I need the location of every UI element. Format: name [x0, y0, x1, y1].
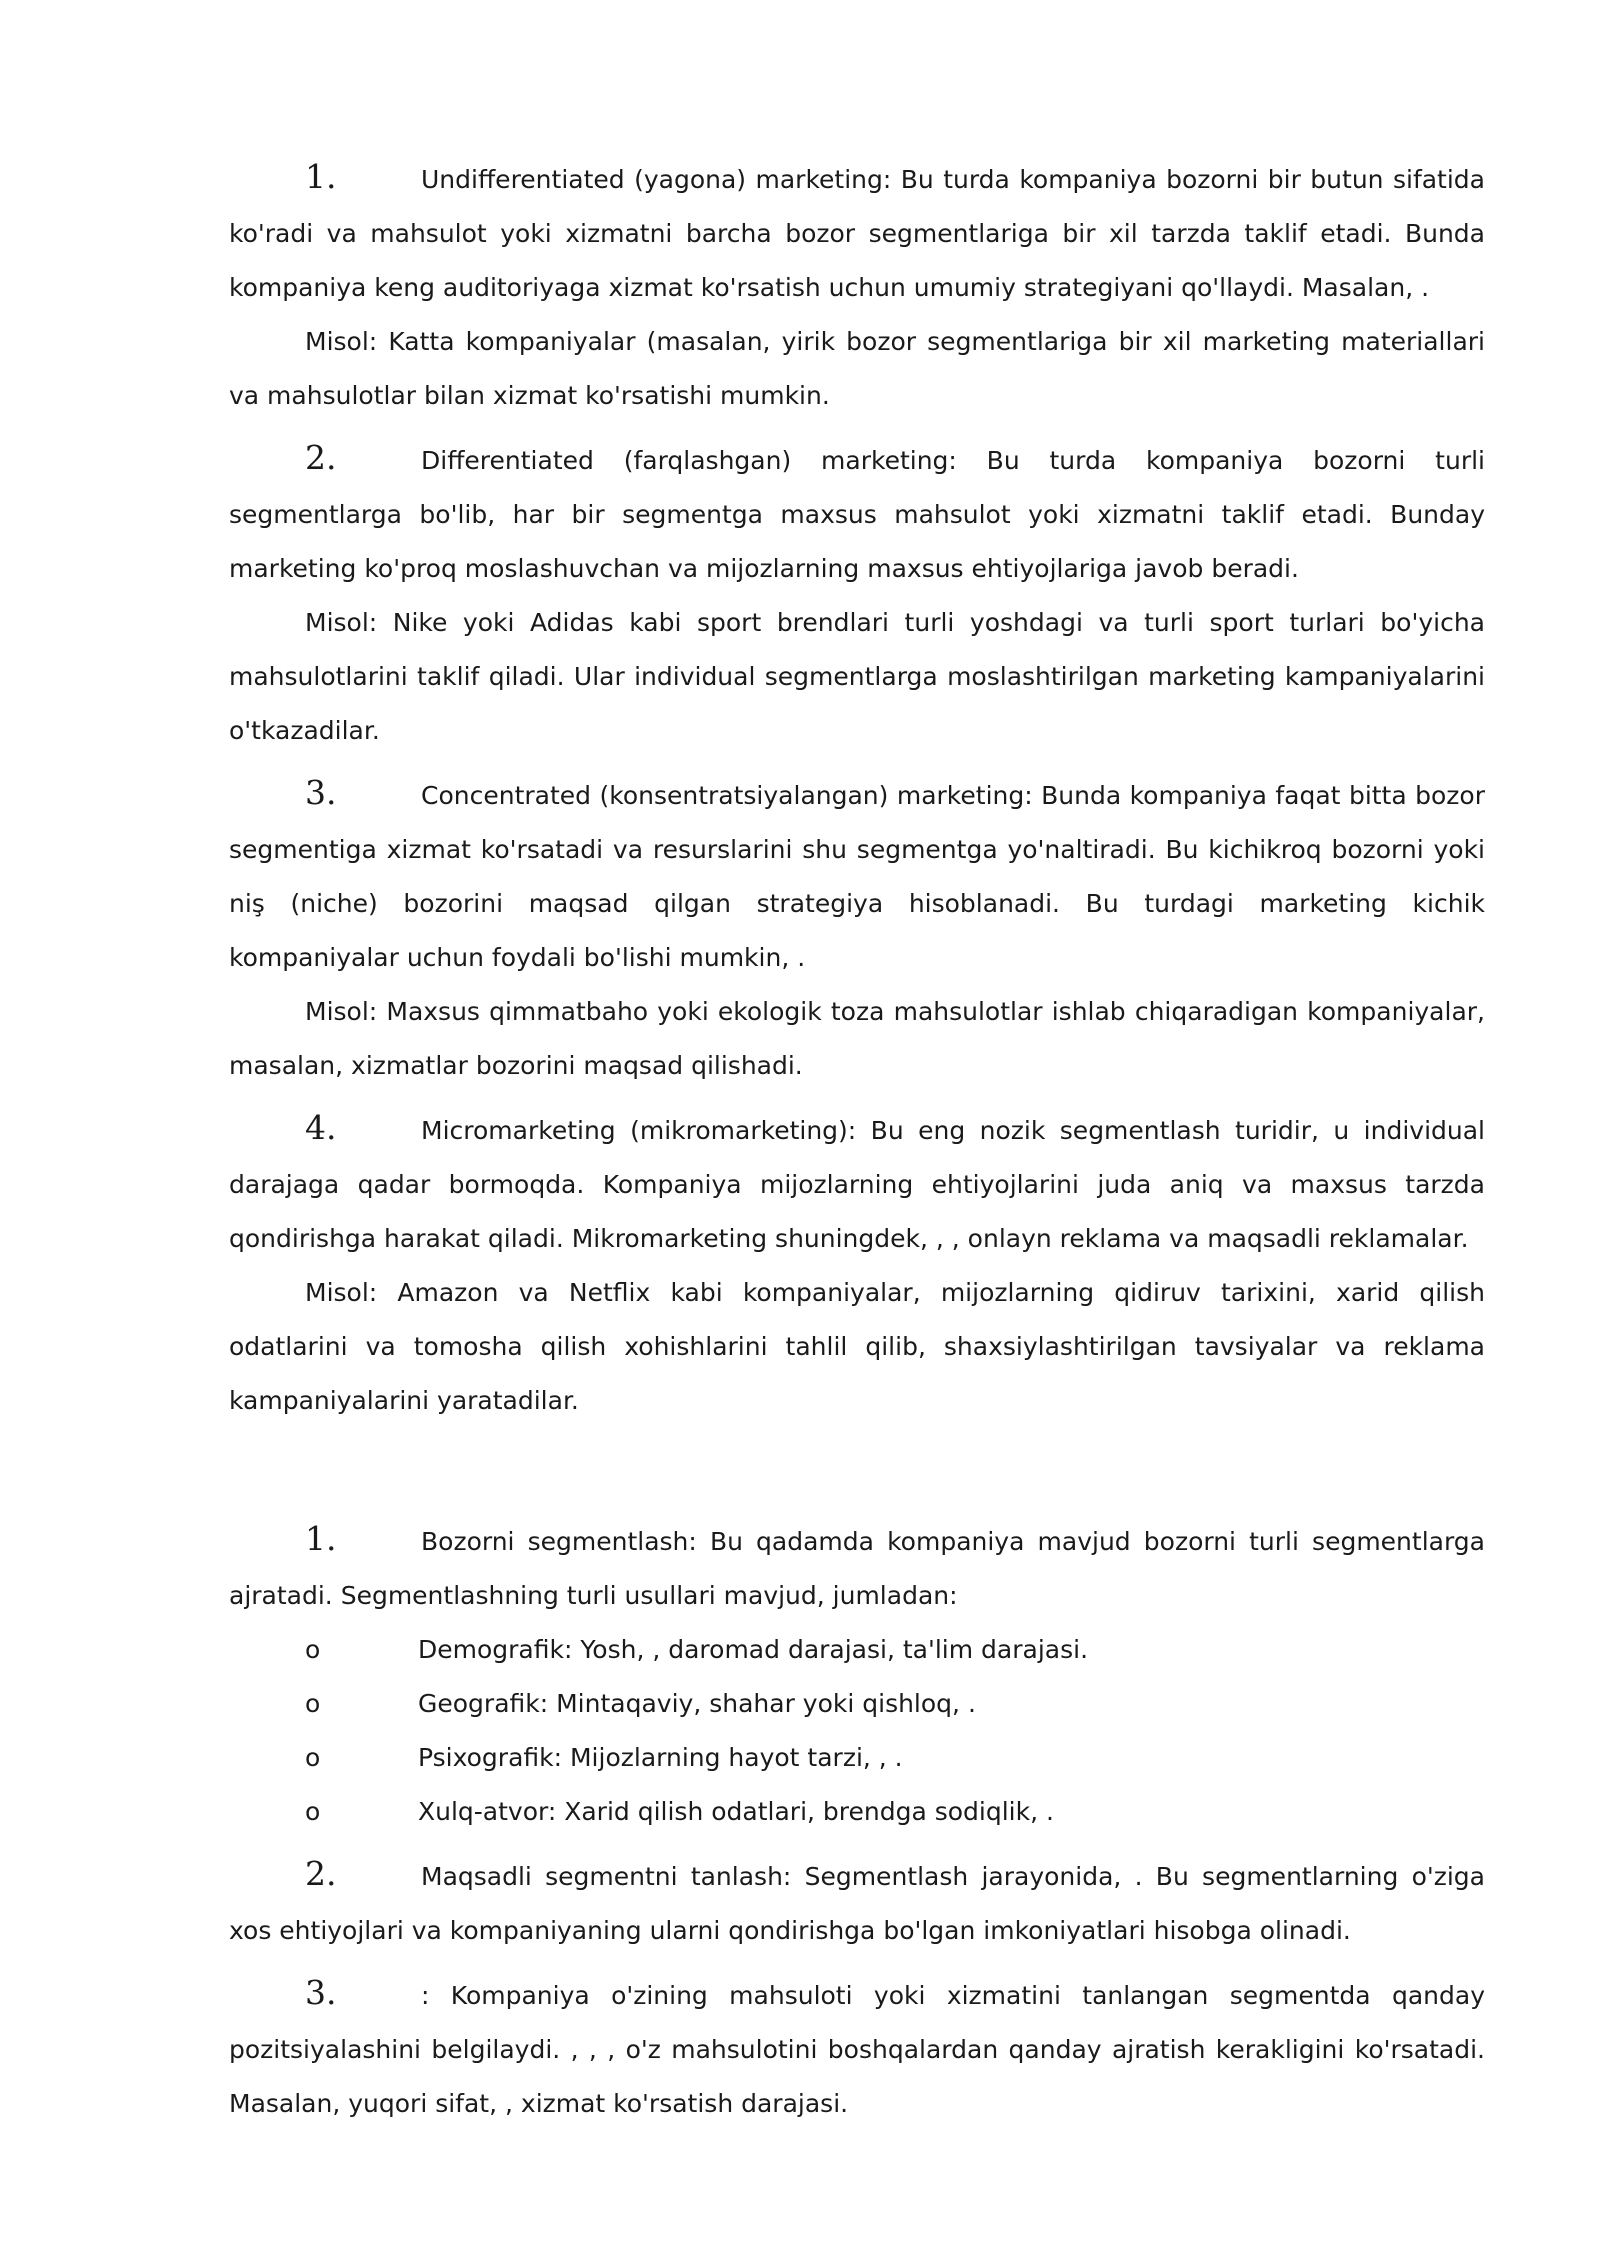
list-item [229, 1512, 1485, 1623]
document-page [229, 150, 1485, 2131]
bullet-marker: o [305, 1797, 321, 1826]
item-number: 3. [305, 1973, 337, 2012]
item-number: 2. [305, 438, 337, 477]
bullet-text: Xulq-atvor: Xarid qilish odatlari, brendga sodiqlik, . [418, 1797, 1054, 1826]
item-number: 1. [305, 1519, 337, 1558]
bullet-text: Geografik: Mintaqaviy, shahar yoki qishloq, . [418, 1689, 976, 1718]
bullet-text: Demografik: Yosh, , daromad darajasi, ta'lim darajasi. [418, 1635, 1089, 1664]
list-item [229, 1101, 1485, 1266]
example-paragraph: Misol: Katta kompaniyalar (masalan, yirik bozor segmentlariga bir xil marketing materiallari va mahsulotlar bilan xizmat ko'rsatishi mumkin. [229, 327, 1485, 410]
bullet-item [229, 1623, 1485, 1677]
item-number: 1. [305, 157, 337, 196]
bullet-marker: o [305, 1689, 321, 1718]
item-text: Bozorni segmentlash: Bu qadamda kompaniya mavjud bozorni turli segmentlarga ajratadi. Segmentlashning turli usullari mavjud, jumladan: [229, 1527, 1485, 1610]
item-text: Differentiated (farqlashgan) marketing: Bu turda kompaniya bozorni turli segmentlarga bo'lib, har bir segmentga maxsus mahsulot yoki xizmatni taklif etadi. Bunday marketing ko'proq moslashuvchan va mijozlarning maxsus ehtiyojlariga javob beradi. [229, 446, 1485, 583]
item-number: 2. [305, 1854, 337, 1893]
bullet-marker: o [305, 1635, 321, 1664]
bullet-text: Psixografik: Mijozlarning hayot tarzi, , . [418, 1743, 903, 1772]
item-text: Maqsadli segmentni tanlash: Segmentlash jarayonida, . Bu segmentlarning o'ziga xos ehtiyojlari va kompaniyaning ularni qondirishga bo'lgan imkoniyatlari hisobga olinadi. [229, 1862, 1485, 1945]
list-item [229, 1966, 1485, 2131]
bullet-marker: o [305, 1743, 321, 1772]
example-paragraph: Misol: Maxsus qimmatbaho yoki ekologik toza mahsulotlar ishlab chiqaradigan kompaniyalar, masalan, xizmatlar bozorini maqsad qilishadi. [229, 997, 1485, 1080]
list-item [229, 431, 1485, 596]
bullet-item [229, 1677, 1485, 1731]
item-text: : Kompaniya o'zining mahsuloti yoki xizmatini tanlangan segmentda qanday pozitsiyalashini belgilaydi. , , , o'z mahsulotini boshqalardan qanday ajratish kerakligini ko'rsatadi. Masalan, yuqori sifat, , xizmat ko'rsatish darajasi. [229, 1981, 1485, 2118]
item-text: Undifferentiated (yagona) marketing: Bu turda kompaniya bozorni bir butun sifatida ko'radi va mahsulot yoki xizmatni barcha bozor segmentlariga bir xil tarzda taklif etadi. Bunda kompaniya keng auditoriyaga xizmat ko'rsatish uchun umumiy strategiyani qo'llaydi. Masalan, . [229, 165, 1485, 302]
bullet-item [229, 1731, 1485, 1785]
bullet-item [229, 1785, 1485, 1839]
list-item [229, 766, 1485, 985]
item-number: 3. [305, 773, 337, 812]
item-number: 4. [305, 1108, 337, 1147]
list-item [229, 150, 1485, 315]
item-text: Micromarketing (mikromarketing): Bu eng nozik segmentlash turidir, u individual darajaga qadar bormoqda. Kompaniya mijozlarning ehtiyojlarini juda aniq va maxsus tarzda qondirishga harakat qiladi. Mikromarketing shuningdek, , , onlayn reklama va maqsadli reklamalar. [229, 1116, 1485, 1253]
item-text: Concentrated (konsentratsiyalangan) marketing: Bunda kompaniya faqat bitta bozor segmentiga xizmat ko'rsatadi va resurslarini shu segmentga yo'naltiradi. Bu kichikroq bozorni yoki niş (niche) bozorini maqsad qilgan strategiya hisoblanadi. Bu turdagi marketing kichik kompaniyalar uchun foydali bo'lishi mumkin, . [229, 781, 1485, 972]
example-paragraph: Misol: Nike yoki Adidas kabi sport brendlari turli yoshdagi va turli sport turlari bo'yicha mahsulotlarini taklif qiladi. Ular individual segmentlarga moslashtirilgan marketing kampaniyalarini o'tkazadilar. [229, 608, 1485, 745]
list-item [229, 1847, 1485, 1958]
example-paragraph: Misol: Amazon va Netflix kabi kompaniyalar, mijozlarning qidiruv tarixini, xarid qilish odatlarini va tomosha qilish xohishlarini tahlil qilib, shaxsiylashtirilgan tavsiyalar va reklama kampaniyalarini yaratadilar. [229, 1278, 1485, 1415]
